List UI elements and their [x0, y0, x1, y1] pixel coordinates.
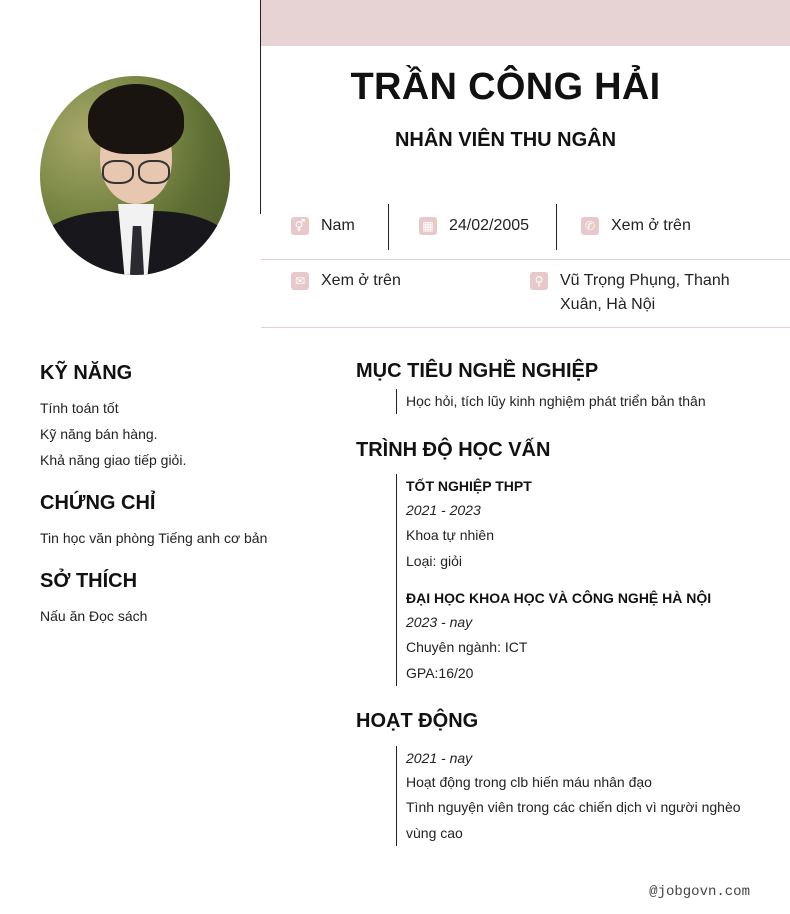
- objective-block: [396, 389, 706, 414]
- skill-item: Tính toán tốt: [40, 400, 119, 416]
- location-icon: ⚲: [530, 272, 548, 290]
- education-period: 2023 - nay: [406, 614, 473, 630]
- certificates-title: CHỨNG CHỈ: [40, 492, 156, 514]
- contact-separator: [388, 204, 389, 250]
- gender-icon: ⚥: [291, 217, 309, 235]
- objective-title: MỤC TIÊU NGHỀ NGHIỆP: [356, 360, 599, 382]
- skill-item: Khả năng giao tiếp giỏi.: [40, 452, 187, 468]
- contact-email: ✉ Xem ở trên: [291, 272, 401, 290]
- activities-block: [396, 746, 750, 846]
- contact-phone: ✆ Xem ở trên: [581, 217, 691, 235]
- activity-period: 2021 - nay: [406, 750, 473, 766]
- certificate-item: Tin học văn phòng Tiếng anh cơ bản: [40, 530, 268, 546]
- education-period: 2021 - 2023: [406, 502, 481, 518]
- watermark: @jobgovn.com: [649, 884, 750, 900]
- activity-line: vùng cao: [406, 825, 463, 841]
- education-school: ĐẠI HỌC KHOA HỌC VÀ CÔNG NGHỆ HÀ NỘI: [406, 590, 712, 606]
- activities-title: HOẠT ĐỘNG: [356, 710, 479, 732]
- contact-gender: ⚥ Nam: [291, 217, 355, 235]
- education-school: TỐT NGHIỆP THPT: [406, 478, 532, 494]
- hobbies-list: [40, 603, 147, 629]
- candidate-name: TRẦN CÔNG HẢI: [350, 66, 661, 108]
- skills-list: [40, 395, 186, 473]
- hobbies-title: SỞ THÍCH: [40, 570, 138, 592]
- calendar-icon: ▦: [419, 217, 437, 235]
- skills-title: KỸ NĂNG: [40, 362, 133, 384]
- phone-icon: ✆: [581, 217, 599, 235]
- activity-line: Tình nguyện viên trong các chiến dịch vì người nghèo: [406, 799, 741, 815]
- education-title: TRÌNH ĐỘ HỌC VẤN: [356, 439, 551, 461]
- contact-separator: [556, 204, 557, 250]
- job-position: NHÂN VIÊN THU NGÂN: [394, 129, 617, 151]
- contact-divider: [261, 259, 790, 260]
- header-accent-band: [261, 0, 790, 46]
- activity-line: Hoạt động trong clb hiến máu nhân đạo: [406, 774, 652, 790]
- certificates-list: [40, 525, 267, 551]
- skill-item: Kỹ năng bán hàng.: [40, 426, 158, 442]
- education-list: [396, 474, 756, 686]
- contact-birthday: ▦ 24/02/2005: [419, 217, 529, 235]
- avatar: [40, 76, 230, 275]
- contact-address: ⚲ Vũ Trọng Phụng, Thanh Xuân, Hà Nội: [530, 272, 730, 317]
- objective-text: Học hỏi, tích lũy kinh nghiệm phát triển bản thân: [406, 393, 706, 409]
- education-item: ĐẠI HỌC KHOA HỌC VÀ CÔNG NGHỆ HÀ NỘI 2023 - nay Chuyên ngành: ICT GPA:16/20: [406, 586, 756, 686]
- email-icon: ✉: [291, 272, 309, 290]
- hobby-item: Nấu ăn Đọc sách: [40, 608, 148, 624]
- contact-divider: [261, 327, 790, 328]
- education-item: TỐT NGHIỆP THPT 2021 - 2023 Khoa tự nhiên Loại: giỏi: [406, 474, 756, 574]
